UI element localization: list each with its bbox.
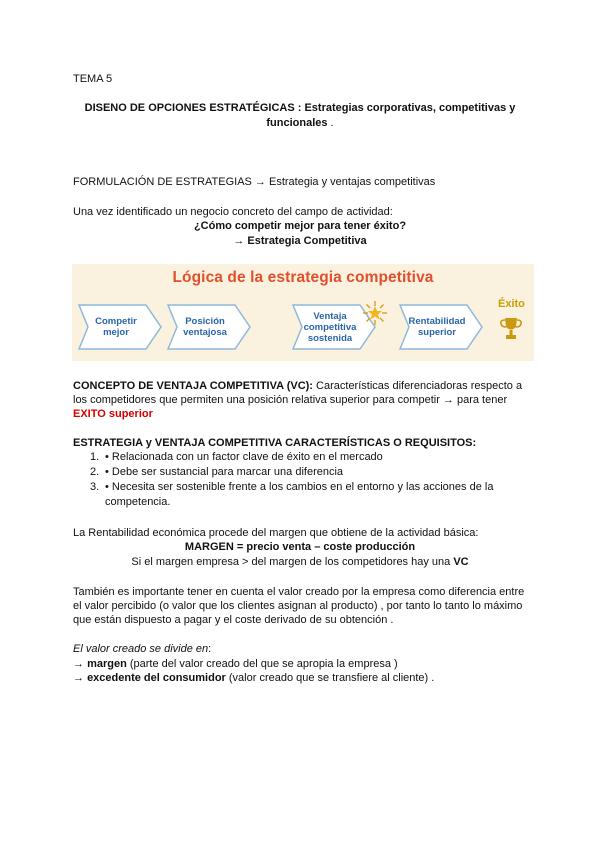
- title-bold-word: funcionales: [266, 117, 328, 129]
- diagram-outcome: Éxito: [498, 298, 525, 310]
- list-item: [73, 450, 513, 465]
- list-item: [73, 480, 513, 510]
- vc-condition-text: Si el margen empresa > del margen de los competidores hay una: [131, 556, 454, 568]
- division-colon: :: [208, 643, 212, 655]
- requisitos-list: [73, 450, 513, 510]
- intro-line: Una vez identificado un negocio concreto del campo de actividad:: [73, 206, 393, 218]
- margen-formula-rest: = precio venta – coste producción: [233, 541, 416, 553]
- intro-question: ¿Cómo competir mejor para tener éxito?: [193, 220, 407, 232]
- valor-line3: que están dispuesto a pagar y el coste derivado de su obtención .: [73, 614, 394, 626]
- list-item-text: • Debe ser sustancial para marcar una diferencia: [105, 466, 344, 478]
- excedente-term: excedente del consumidor: [87, 672, 226, 684]
- list-item: [73, 465, 513, 480]
- intro-answer: → Estrategia Competitiva: [233, 235, 367, 247]
- diagram-step-2: [167, 304, 251, 350]
- margen-desc: (parte del valor creado del que se apropia la empresa ): [126, 658, 398, 670]
- list-item-number: 1.: [90, 451, 100, 463]
- diagram-step-label: Ventaja competitiva sostenida: [303, 310, 357, 344]
- tema-label: TEMA 5: [73, 73, 113, 85]
- vc-condition: [0, 555, 600, 569]
- diagram-step-1: [78, 304, 162, 350]
- division-item-excedente: [73, 671, 434, 685]
- vc-label: VC: [453, 556, 469, 568]
- concepto-heading: CONCEPTO DE VENTAJA COMPETITIVA (VC):: [73, 380, 313, 392]
- diagram-step-label: Competir mejor: [95, 316, 137, 338]
- concepto-highlight: EXITO superior: [73, 408, 153, 420]
- document-title-line2: [0, 116, 600, 130]
- list-item-number: 2.: [90, 466, 100, 478]
- title-tail: .: [327, 117, 334, 129]
- trophy-icon: [500, 316, 522, 342]
- diagram-step-label: Rentabilidad superior: [408, 316, 466, 338]
- division-italic: El valor creado se divide en: [73, 643, 209, 655]
- diagram-step-4: [399, 304, 483, 350]
- excedente-desc: (valor creado que se transfiere al cliente) .: [225, 672, 435, 684]
- margen-term: margen: [87, 658, 127, 670]
- valor-line1: También es importante tener en cuenta el valor creado por la empresa como diferencia entre: [73, 586, 525, 598]
- diagram-step-label: Posición ventajosa: [183, 316, 227, 338]
- competitive-strategy-diagram: [72, 264, 534, 361]
- list-item-number: 3.: [90, 481, 100, 493]
- concepto-text1: Características diferenciadoras respecto a: [312, 380, 523, 392]
- concepto-line1: [73, 379, 522, 393]
- formulacion-line: FORMULACIÓN DE ESTRATEGIAS → Estrategia y ventajas competitivas: [73, 176, 436, 188]
- concepto-line2: los competidores que permiten una posición relativa superior para competir → para tener: [73, 394, 508, 406]
- requisitos-heading: ESTRATEGIA y VENTAJA COMPETITIVA CARACTERÍSTICAS O REQUISITOS:: [73, 437, 477, 449]
- rentabilidad-line: La Rentabilidad económica procede del margen que obtiene de la actividad básica:: [73, 527, 479, 539]
- margen-label: MARGEN: [184, 541, 234, 553]
- division-heading: [73, 642, 211, 656]
- division-item-margen: [73, 657, 398, 671]
- list-item-text: • Relacionada con un factor clave de éxito en el mercado: [105, 451, 383, 463]
- star-icon: [362, 300, 388, 326]
- arrow-icon: →: [73, 658, 88, 670]
- arrow-icon: →: [73, 672, 88, 684]
- margen-formula: [0, 540, 600, 554]
- diagram-title: Lógica de la estrategia competitiva: [172, 269, 434, 286]
- valor-line2: el valor percibido (o valor que los clientes asignan al producto) , por tanto lo tanto lo máximo: [73, 600, 523, 612]
- list-item-text: • Necesita ser sostenible frente a los cambios en el entorno y las acciones de la competencia.: [105, 481, 494, 508]
- document-title-line1: DISENO DE OPCIONES ESTRATÉGICAS : Estrategias corporativas, competitivas y: [84, 102, 516, 114]
